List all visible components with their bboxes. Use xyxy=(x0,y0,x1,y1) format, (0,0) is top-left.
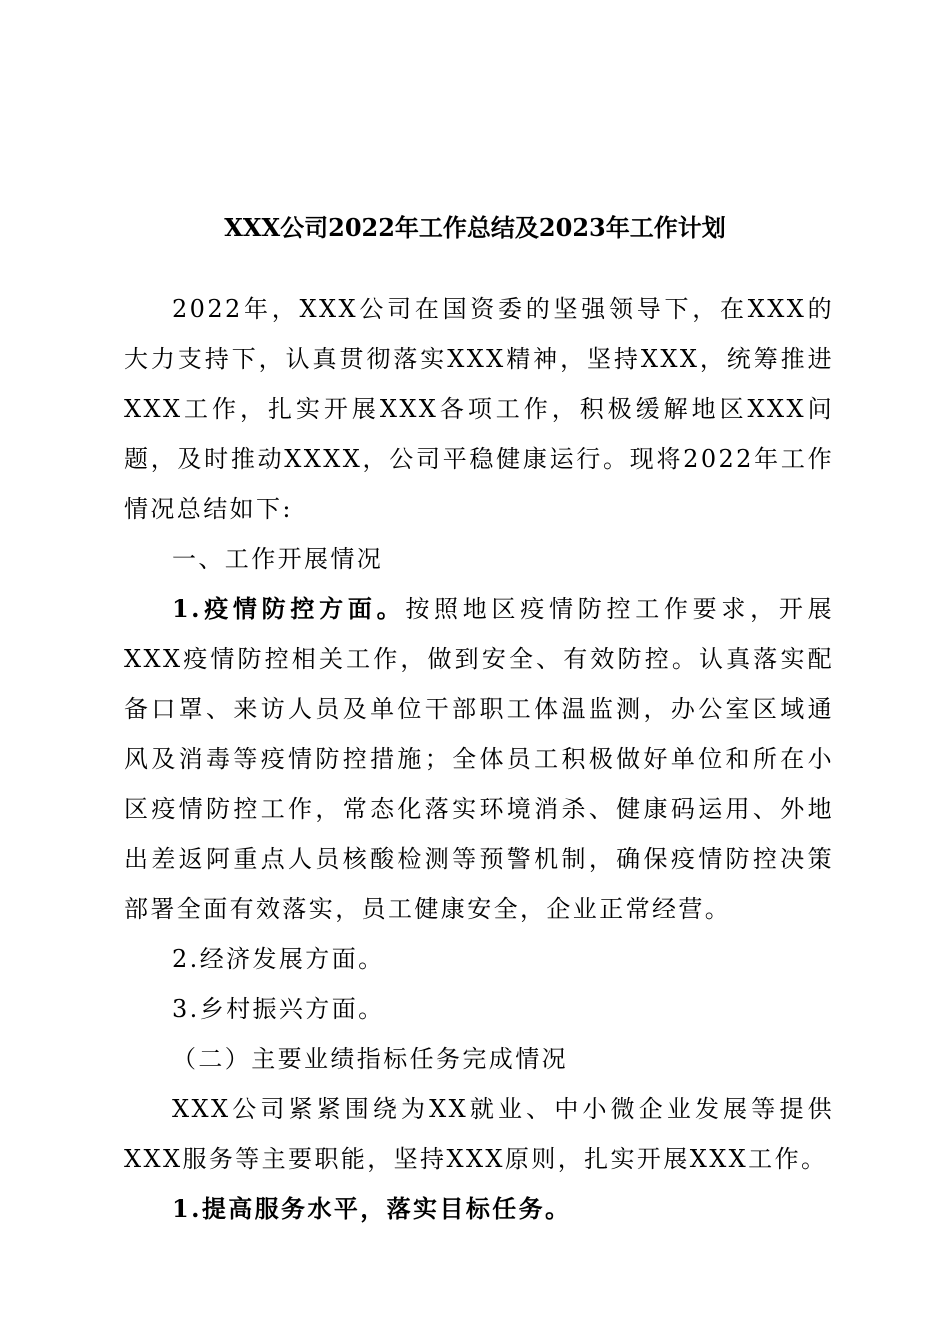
service-level-paragraph xyxy=(124,1184,834,1234)
epidemic-control-paragraph xyxy=(124,584,834,934)
section-heading-performance xyxy=(124,1034,834,1084)
section-heading-work-progress xyxy=(124,534,834,584)
rural-revitalization-paragraph xyxy=(124,984,834,1034)
paragraph-text: 一、工作开展情况 xyxy=(172,545,384,573)
performance-summary-paragraph xyxy=(124,1084,834,1184)
paragraph-lead: 1.提高服务水平，落实目标任务。 xyxy=(172,1194,572,1223)
paragraph-text: 2.经济发展方面。 xyxy=(172,945,385,973)
paragraph-text: 按照地区疫情防控工作要求，开展XXX疫情防控相关工作，做到安全、有效防控。认真落实配备口罩、来访人员及单位干部职工体温监测，办公室区域通风及消毒等疫情防控措施；全体员工积极做好单位和所在小区疫情防控工作，常态化落实环境消杀、健康码运用、外地出差返阿重点人员核酸检测等预警机制，确保疫情防控决策部署全面有效落实，员工健康安全，企业正常经营。 xyxy=(124,595,835,923)
intro-paragraph xyxy=(124,284,834,534)
document-body xyxy=(124,284,834,1234)
paragraph-text: 2022年，XXX公司在国资委的坚强领导下，在XXX的大力支持下，认真贯彻落实XXX精神，坚持XXX，统筹推进XXX工作，扎实开展XXX各项工作，积极缓解地区XXX问题，及时推动XXXX，公司平稳健康运行。现将2022年工作情况总结如下: xyxy=(124,295,834,523)
paragraph-text: 3.乡村振兴方面。 xyxy=(172,995,385,1023)
document-title: XXX公司2022年工作总结及2023年工作计划 xyxy=(224,213,726,242)
economic-development-paragraph xyxy=(124,934,834,984)
paragraph-text: XXX公司紧紧围绕为XX就业、中小微企业发展等提供XXX服务等主要职能，坚持XXX原则，扎实开展XXX工作。 xyxy=(124,1095,834,1173)
paragraph-text: （二）主要业绩指标任务完成情况 xyxy=(172,1045,568,1073)
paragraph-lead: 1.疫情防控方面。 xyxy=(172,594,406,623)
